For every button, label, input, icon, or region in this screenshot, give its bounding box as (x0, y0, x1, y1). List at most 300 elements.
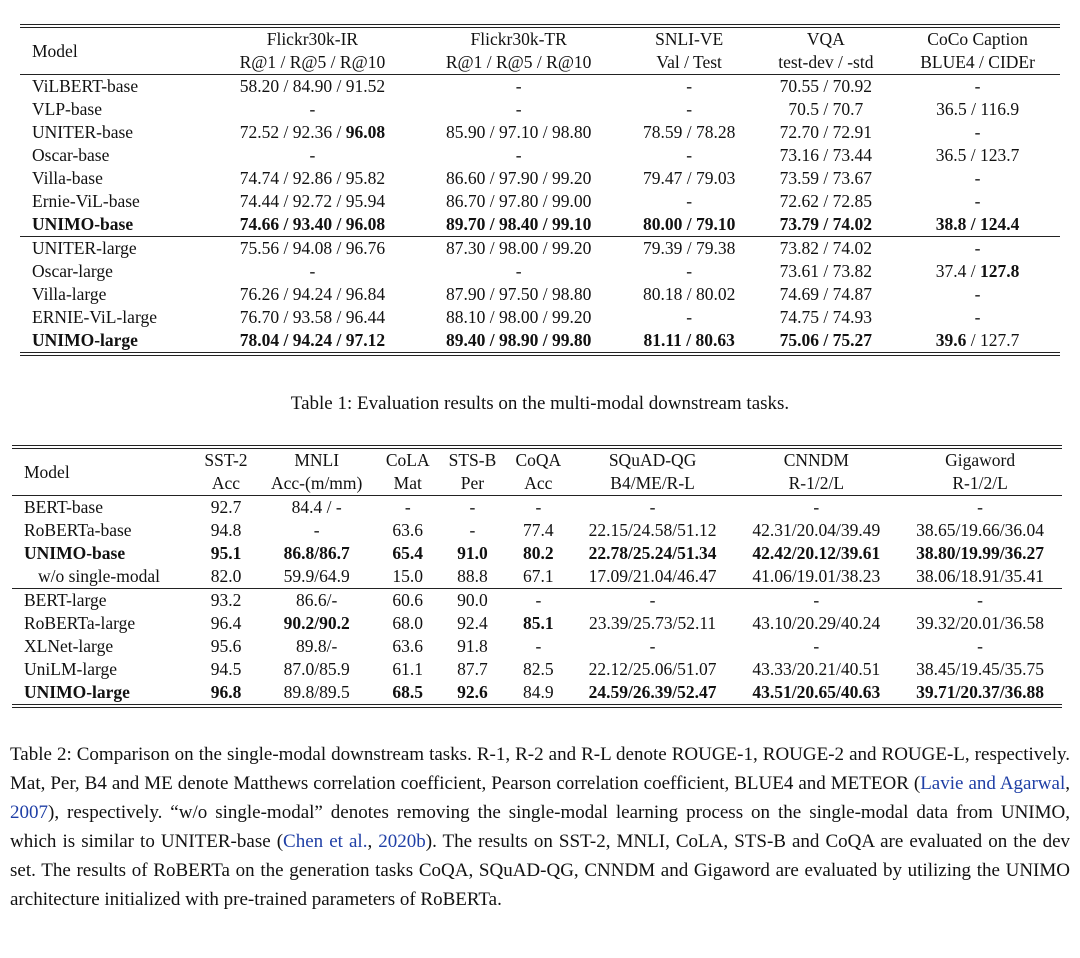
table-2-row (12, 496, 1062, 520)
table-2-value: 96.8 (210, 682, 242, 702)
table-1-value: 76.70 / 93.58 / 96.44 (239, 307, 386, 327)
table-1-value-cell (622, 283, 757, 306)
table-2-value: - (313, 520, 320, 540)
table-1-value-cell (895, 98, 1060, 121)
table-1-value: 73.61 / 73.82 (779, 261, 873, 281)
table-1-value: 86.70 / 97.80 / 99.00 (445, 191, 592, 211)
table-1-value-cell (416, 283, 622, 306)
table-1-row (20, 75, 1060, 99)
table-1-value-cell (209, 306, 415, 329)
table-1-value-bold-part: 96.08 (345, 122, 386, 142)
table-2-value-cell (439, 542, 506, 565)
table-2-value-cell (734, 612, 898, 635)
table-2-value-cell (734, 589, 898, 613)
table-2-value-cell (195, 496, 257, 520)
table-1-value-cell (895, 329, 1060, 354)
table-2-value-cell (377, 612, 439, 635)
table-2-value-cell (377, 519, 439, 542)
table-2-value: 38.65/19.66/36.04 (916, 520, 1045, 540)
table-1-value-cell (209, 213, 415, 237)
table-2-value-cell (257, 658, 377, 681)
citation-link[interactable]: 2020b (378, 831, 426, 852)
table-2-model-cell: RoBERTa-base (24, 520, 132, 540)
table-2-value: 43.51/20.65/40.63 (752, 682, 881, 702)
table-1-value: - (686, 307, 693, 327)
table-1-value-cell (622, 98, 757, 121)
table-2-value-cell (257, 635, 377, 658)
table-2-value: 24.59/26.39/52.47 (588, 682, 717, 702)
table-1-model-cell: VLP-base (32, 99, 102, 119)
table-2-model-cell: RoBERTa-large (24, 613, 136, 633)
table-2-model-cell: BERT-large (24, 590, 107, 610)
table-2-value-cell (257, 565, 377, 589)
table-2-value: 77.4 (523, 520, 554, 540)
table-2-header-bottom: Per (460, 473, 485, 493)
caption-text: , (1065, 773, 1070, 794)
table-2-value: 22.12/25.06/51.07 (588, 659, 717, 679)
table-2-value: - (469, 520, 476, 540)
table-1-value: - (309, 145, 316, 165)
citation-link[interactable]: Lavie and Agarwal (920, 773, 1066, 794)
table-2-value-cell (257, 519, 377, 542)
table-2-value: 84.4 / - (291, 497, 342, 517)
table-1-row (20, 121, 1060, 144)
table-2-row (12, 589, 1062, 613)
table-2-value-cell (571, 519, 735, 542)
table-1-value-cell (895, 306, 1060, 329)
table-1-value: - (686, 145, 693, 165)
table-1-value-cell (209, 329, 415, 354)
table-1-value-bold-part: 127.8 (980, 261, 1020, 281)
table-1-value: 74.69 / 74.87 (779, 284, 873, 304)
table-1-model-cell: Villa-large (32, 284, 107, 304)
table-2-header-bottom: Acc (524, 473, 553, 493)
table-2-value: 94.8 (210, 520, 242, 540)
table-2-value-cell (898, 635, 1062, 658)
table-2-value-cell (506, 565, 571, 589)
table-2-header-bottom: Mat (393, 473, 422, 493)
table-2-value-cell (571, 681, 735, 706)
table-2-value-cell (506, 589, 571, 613)
table-2-value: - (535, 636, 542, 656)
table-2-row (12, 681, 1062, 706)
table-1-value-part: / 127.7 (966, 330, 1020, 350)
table-2-value: 94.5 (210, 659, 242, 679)
table-1-value: 75.06 / 75.27 (779, 330, 873, 350)
table-1-header-bottom: R@1 / R@5 / R@10 (445, 52, 592, 72)
table-1-value: 36.5 / 123.7 (935, 145, 1020, 165)
table-2-header-top: MNLI (294, 450, 340, 470)
table-1-value-cell (416, 75, 622, 99)
table-1-header-bottom: R@1 / R@5 / R@10 (239, 52, 386, 72)
table-2-value-cell (377, 658, 439, 681)
table-1-value: - (686, 191, 693, 211)
table-2-value: 82.5 (523, 659, 554, 679)
table-1-value-cell (209, 167, 415, 190)
table-1-value: 87.30 / 98.00 / 99.20 (445, 238, 592, 258)
table-2-value: - (649, 636, 656, 656)
table-2-header-top: STS-B (448, 450, 497, 470)
table-2-value-cell (257, 612, 377, 635)
table-1-value: 73.79 / 74.02 (779, 214, 873, 234)
table-1-value: - (515, 99, 522, 119)
table-2-value: - (535, 590, 542, 610)
table-1-row (20, 283, 1060, 306)
table-1-value: - (974, 122, 981, 142)
table-1-row (20, 237, 1060, 261)
table-1-value: 73.16 / 73.44 (779, 145, 873, 165)
table-2-value: 92.7 (210, 497, 242, 517)
table-1-row (20, 260, 1060, 283)
table-1-value: 75.56 / 94.08 / 96.76 (239, 238, 386, 258)
table-2-header-cell (195, 447, 257, 496)
table-1-value: 70.55 / 70.92 (779, 76, 873, 96)
table-1-value-cell (209, 75, 415, 99)
table-1-header-top: CoCo Caption (927, 29, 1028, 49)
table-2-value-cell (377, 635, 439, 658)
table-1-header-cell: Model (32, 40, 78, 61)
table-1-value-cell (895, 237, 1060, 261)
table-2-value: 22.78/25.24/51.34 (588, 543, 717, 563)
table-2-header-cell (898, 447, 1062, 496)
table-2-value-cell (377, 589, 439, 613)
table-2-header-bottom: Acc (211, 473, 241, 493)
table-1-value-cell (416, 260, 622, 283)
table-2-value-cell (439, 589, 506, 613)
table-2-value: 91.0 (457, 543, 488, 563)
table-2-value: 60.6 (392, 590, 424, 610)
table-2-value: 86.8/86.7 (283, 543, 350, 563)
table-2-value-cell (257, 496, 377, 520)
table-2-header-cell (734, 447, 898, 496)
table-1-model-cell: ERNIE-ViL-large (32, 307, 157, 327)
table-1-value-cell (757, 144, 896, 167)
table-1-value-cell (895, 167, 1060, 190)
table-1-value: 73.82 / 74.02 (779, 238, 873, 258)
table-2-value-cell (506, 519, 571, 542)
table-1-value: 86.60 / 97.90 / 99.20 (445, 168, 592, 188)
table-1-row (20, 213, 1060, 237)
table-1-value-cell (895, 121, 1060, 144)
table-2-value-cell (734, 496, 898, 520)
table-1-value: - (515, 145, 522, 165)
table-2-value: - (535, 497, 542, 517)
table-1-value-cell (757, 190, 896, 213)
table-2-model-cell: UNIMO-large (24, 682, 130, 702)
table-2-value-cell (439, 496, 506, 520)
table-1-value-cell (757, 329, 896, 354)
table-1-value: - (974, 238, 981, 258)
table-1-value: 58.20 / 84.90 / 91.52 (239, 76, 386, 96)
table-2-value: 87.0/85.9 (283, 659, 350, 679)
table-1-value-bold-part: 93.40 / 96.08 (292, 214, 386, 234)
table-1-value: 72.52 / 92.36 / (239, 122, 346, 142)
table-2-value-cell (506, 635, 571, 658)
table-1-header-cell (209, 26, 415, 75)
table-1-value: 79.39 / 79.38 (642, 238, 736, 258)
table-2-model-cell: UniLM-large (24, 659, 117, 679)
table-1-value: - (686, 99, 693, 119)
table-1-value: 73.59 / 73.67 (779, 168, 873, 188)
table-2-value: - (813, 497, 820, 517)
table-1-value-cell (622, 167, 757, 190)
table-2-value: 63.6 (392, 636, 424, 656)
table-2-header-top: SST-2 (204, 450, 248, 470)
table-2-value: 82.0 (210, 566, 242, 586)
table-2-value-cell (195, 589, 257, 613)
table-1-header-top: VQA (806, 29, 845, 49)
table-2-value: 41.06/19.01/38.23 (752, 566, 881, 586)
table-2-value-cell (439, 658, 506, 681)
table-2-value-cell (734, 565, 898, 589)
table-1-value-cell (895, 75, 1060, 99)
table-2-value-cell (898, 565, 1062, 589)
table-2-value: 42.31/20.04/39.49 (752, 520, 881, 540)
table-1-value-cell (895, 260, 1060, 283)
table-2-value-cell (571, 542, 735, 565)
citation-link[interactable]: Chen et al. (283, 831, 368, 852)
table-2-value-cell (734, 542, 898, 565)
table-1-value: 80.00 / 79.10 (642, 214, 736, 234)
table-1-value: 87.90 / 97.50 / 98.80 (445, 284, 592, 304)
table-1-value-cell (209, 121, 415, 144)
table-2-row (12, 658, 1062, 681)
table-1-header-bottom: test-dev / -std (778, 52, 874, 72)
table-1-model-cell: UNITER-large (32, 238, 137, 258)
table-1-value: 39.6 (935, 330, 967, 350)
table-2-header-cell (571, 447, 735, 496)
table-2-value-cell (571, 496, 735, 520)
table-2-value: 39.71/20.37/36.88 (916, 682, 1045, 702)
table-1-header-cell (757, 26, 896, 75)
table-2-value: 15.0 (392, 566, 424, 586)
table-2-value-cell (439, 635, 506, 658)
table-1-value: 74.44 / 92.72 / 95.94 (239, 191, 386, 211)
table-2-header-top: SQuAD-QG (608, 450, 697, 470)
caption-text: ), respectively. “w/o single-modal” denotes removing the single-modal learning process on the single-modal data from UNIMO, which is similar to UNITER-base ( (10, 802, 1070, 852)
table-2-value: 22.15/24.58/51.12 (588, 520, 717, 540)
table-2-value: 95.1 (210, 543, 242, 563)
table-1-value: 89.70 / 98.40 / 99.10 (445, 214, 592, 234)
table-1-row (20, 167, 1060, 190)
table-2-value: - (813, 636, 820, 656)
table-1-value: 37.4 / (935, 261, 981, 281)
table-1-model-cell: Oscar-base (32, 145, 110, 165)
table-1-model-cell: UNITER-base (32, 122, 134, 142)
table-1-value-cell (622, 213, 757, 237)
table-2-caption (10, 740, 1070, 914)
table-2-value: 43.33/20.21/40.51 (752, 659, 881, 679)
table-1-value-cell (416, 306, 622, 329)
table-2-value: 88.8 (457, 566, 488, 586)
table-2-header-bottom: R-1/2/L (788, 473, 845, 493)
table-2-model-cell: w/o single-modal (38, 566, 160, 586)
table-1-value: 38.8 / 124.4 (935, 214, 1020, 234)
table-2-value: 89.8/- (296, 636, 338, 656)
table-2-value-cell (898, 496, 1062, 520)
table-2-value-cell (195, 635, 257, 658)
table-1-value: - (309, 261, 316, 281)
table-1-value-cell (895, 213, 1060, 237)
table-1-value-cell (209, 144, 415, 167)
table-2-header-bottom: Acc-(m/mm) (271, 473, 363, 493)
table-2-value-cell (898, 519, 1062, 542)
table-1-value-cell (895, 144, 1060, 167)
table-2-value-cell (506, 496, 571, 520)
table-2-value-cell (439, 519, 506, 542)
table-2-value: 86.6/- (296, 590, 338, 610)
table-2-header-cell (377, 447, 439, 496)
table-1-value: 88.10 / 98.00 / 99.20 (445, 307, 592, 327)
citation-link[interactable]: 2007 (10, 802, 48, 823)
table-2-header-top: CoLA (385, 450, 430, 470)
table-2-value-cell (439, 681, 506, 706)
table-1-row (20, 144, 1060, 167)
table-1-value-cell (209, 98, 415, 121)
table-1-value: 74.75 / 74.93 (779, 307, 873, 327)
table-1-value-cell (757, 121, 896, 144)
table-2-value-cell (898, 589, 1062, 613)
table-2-value: - (977, 636, 983, 656)
table-1-value: 74.66 / (239, 214, 293, 234)
table-1-model-cell: ViLBERT-base (32, 76, 139, 96)
table-1-value-cell (757, 167, 896, 190)
table-2-value: 68.5 (392, 682, 424, 702)
table-2-value-cell (506, 612, 571, 635)
table-1-value: - (515, 76, 522, 96)
table-2-value: 90.0 (457, 590, 488, 610)
table-1-value-cell (622, 190, 757, 213)
table-2-row (12, 542, 1062, 565)
table-1-value: 76.26 / 94.24 / 96.84 (239, 284, 386, 304)
table-2-header-top: CNNDM (783, 450, 849, 470)
table-1-header-cell (895, 26, 1060, 75)
table-1-header-top: Flickr30k-IR (266, 29, 359, 49)
table-1-header-cell (622, 26, 757, 75)
table-1-value-cell (622, 329, 757, 354)
table-1-value-cell (757, 98, 896, 121)
table-2-value-cell (571, 589, 735, 613)
table-1-value-cell (416, 98, 622, 121)
table-2-value: 68.0 (392, 613, 424, 633)
table-2-value-cell (377, 542, 439, 565)
table-2-header-top: CoQA (515, 450, 562, 470)
table-1-model-cell: UNIMO-base (32, 214, 134, 234)
table-1-model-cell: Villa-base (32, 168, 103, 188)
table-2-value: 39.32/20.01/36.58 (916, 613, 1045, 633)
table-2-value: 87.7 (457, 659, 488, 679)
table-2-value: 43.10/20.29/40.24 (752, 613, 881, 633)
table-1-value-cell (757, 306, 896, 329)
table-1-value-cell (209, 260, 415, 283)
table-1-value-cell (622, 121, 757, 144)
table-2-value: - (813, 590, 820, 610)
table-2-value-cell (195, 542, 257, 565)
table-2-value-cell (377, 496, 439, 520)
table-2-value: 85.1 (523, 613, 554, 633)
table-2-value-cell (734, 658, 898, 681)
table-1-value: 74.74 (239, 168, 280, 188)
table-2-header-cell (439, 447, 506, 496)
table-1-value-cell (757, 75, 896, 99)
table-2-grid (12, 445, 1062, 708)
table-1-value: 70.5 / 70.7 (788, 99, 864, 119)
table-2-value-cell (377, 565, 439, 589)
table-2-value: 96.4 (210, 613, 242, 633)
table-2-value-cell (571, 658, 735, 681)
table-2-model-cell: BERT-base (24, 497, 103, 517)
table-1-caption: Table 1: Evaluation results on the multi-modal downstream tasks. (290, 393, 790, 414)
table-2-value: 38.45/19.45/35.75 (916, 659, 1045, 679)
table-2-value: 93.2 (210, 590, 242, 610)
table-1-value: - (686, 261, 693, 281)
table-1-value-cell (416, 213, 622, 237)
table-1-model-cell: Oscar-large (32, 261, 113, 281)
table-1-model-cell: Ernie-ViL-base (32, 191, 140, 211)
table-2-row (12, 565, 1062, 589)
table-2-row (12, 635, 1062, 658)
table-1-value-cell (757, 283, 896, 306)
table-2-value: - (977, 590, 983, 610)
table-2-header-cell: Model (24, 461, 70, 482)
table-1-value: 79.47 / 79.03 (642, 168, 736, 188)
table-2-value: 92.4 (457, 613, 488, 633)
table-1-value: 36.5 / 116.9 (936, 99, 1020, 119)
table-2-header-bottom: R-1/2/L (952, 473, 1008, 493)
table-1-row (20, 306, 1060, 329)
table-1-value-cell (895, 283, 1060, 306)
table-2-model-cell: XLNet-large (24, 636, 114, 656)
table-2-value-cell (506, 658, 571, 681)
table-1-value: - (974, 307, 981, 327)
table-2-header-bottom: B4/ME/R-L (610, 473, 695, 493)
table-1-row (20, 98, 1060, 121)
table-1-value: - (974, 76, 981, 96)
table-2-value: 17.09/21.04/46.47 (588, 566, 717, 586)
table-2-model-cell: UNIMO-base (24, 543, 126, 563)
table-2-header-row (12, 447, 1062, 496)
table-2-value-cell (195, 681, 257, 706)
table-1-header-bottom: Val / Test (656, 52, 722, 72)
table-1-value-cell (622, 144, 757, 167)
table-1-model-cell: UNIMO-large (32, 330, 138, 350)
table-1-value: 89.40 / 98.90 / 99.80 (445, 330, 592, 350)
table-2-value-cell (439, 612, 506, 635)
table-1-value-cell (622, 75, 757, 99)
table-2-value: 84.9 (523, 682, 554, 702)
table-2-value-cell (439, 565, 506, 589)
table-1-grid (20, 24, 1060, 356)
table-2-value-cell (257, 681, 377, 706)
table-2-value: 80.2 (523, 543, 554, 563)
table-2-value: 91.8 (457, 636, 488, 656)
table-1-value: 78.04 / 94.24 / 97.12 (239, 330, 386, 350)
table-2-value-cell (898, 542, 1062, 565)
table-2 (12, 445, 1062, 708)
table-2-value: 61.1 (392, 659, 424, 679)
table-1-value: - (686, 76, 693, 96)
table-2-value: 38.06/18.91/35.41 (916, 566, 1045, 586)
table-1-value-cell (416, 190, 622, 213)
table-1-value-cell (757, 213, 896, 237)
table-1-value-cell (209, 283, 415, 306)
table-1-value-cell (622, 306, 757, 329)
table-1-row (20, 190, 1060, 213)
table-1-value: - (974, 284, 981, 304)
table-2-value: 63.6 (392, 520, 424, 540)
table-1-header-row (20, 26, 1060, 75)
table-1-value: - (974, 168, 981, 188)
